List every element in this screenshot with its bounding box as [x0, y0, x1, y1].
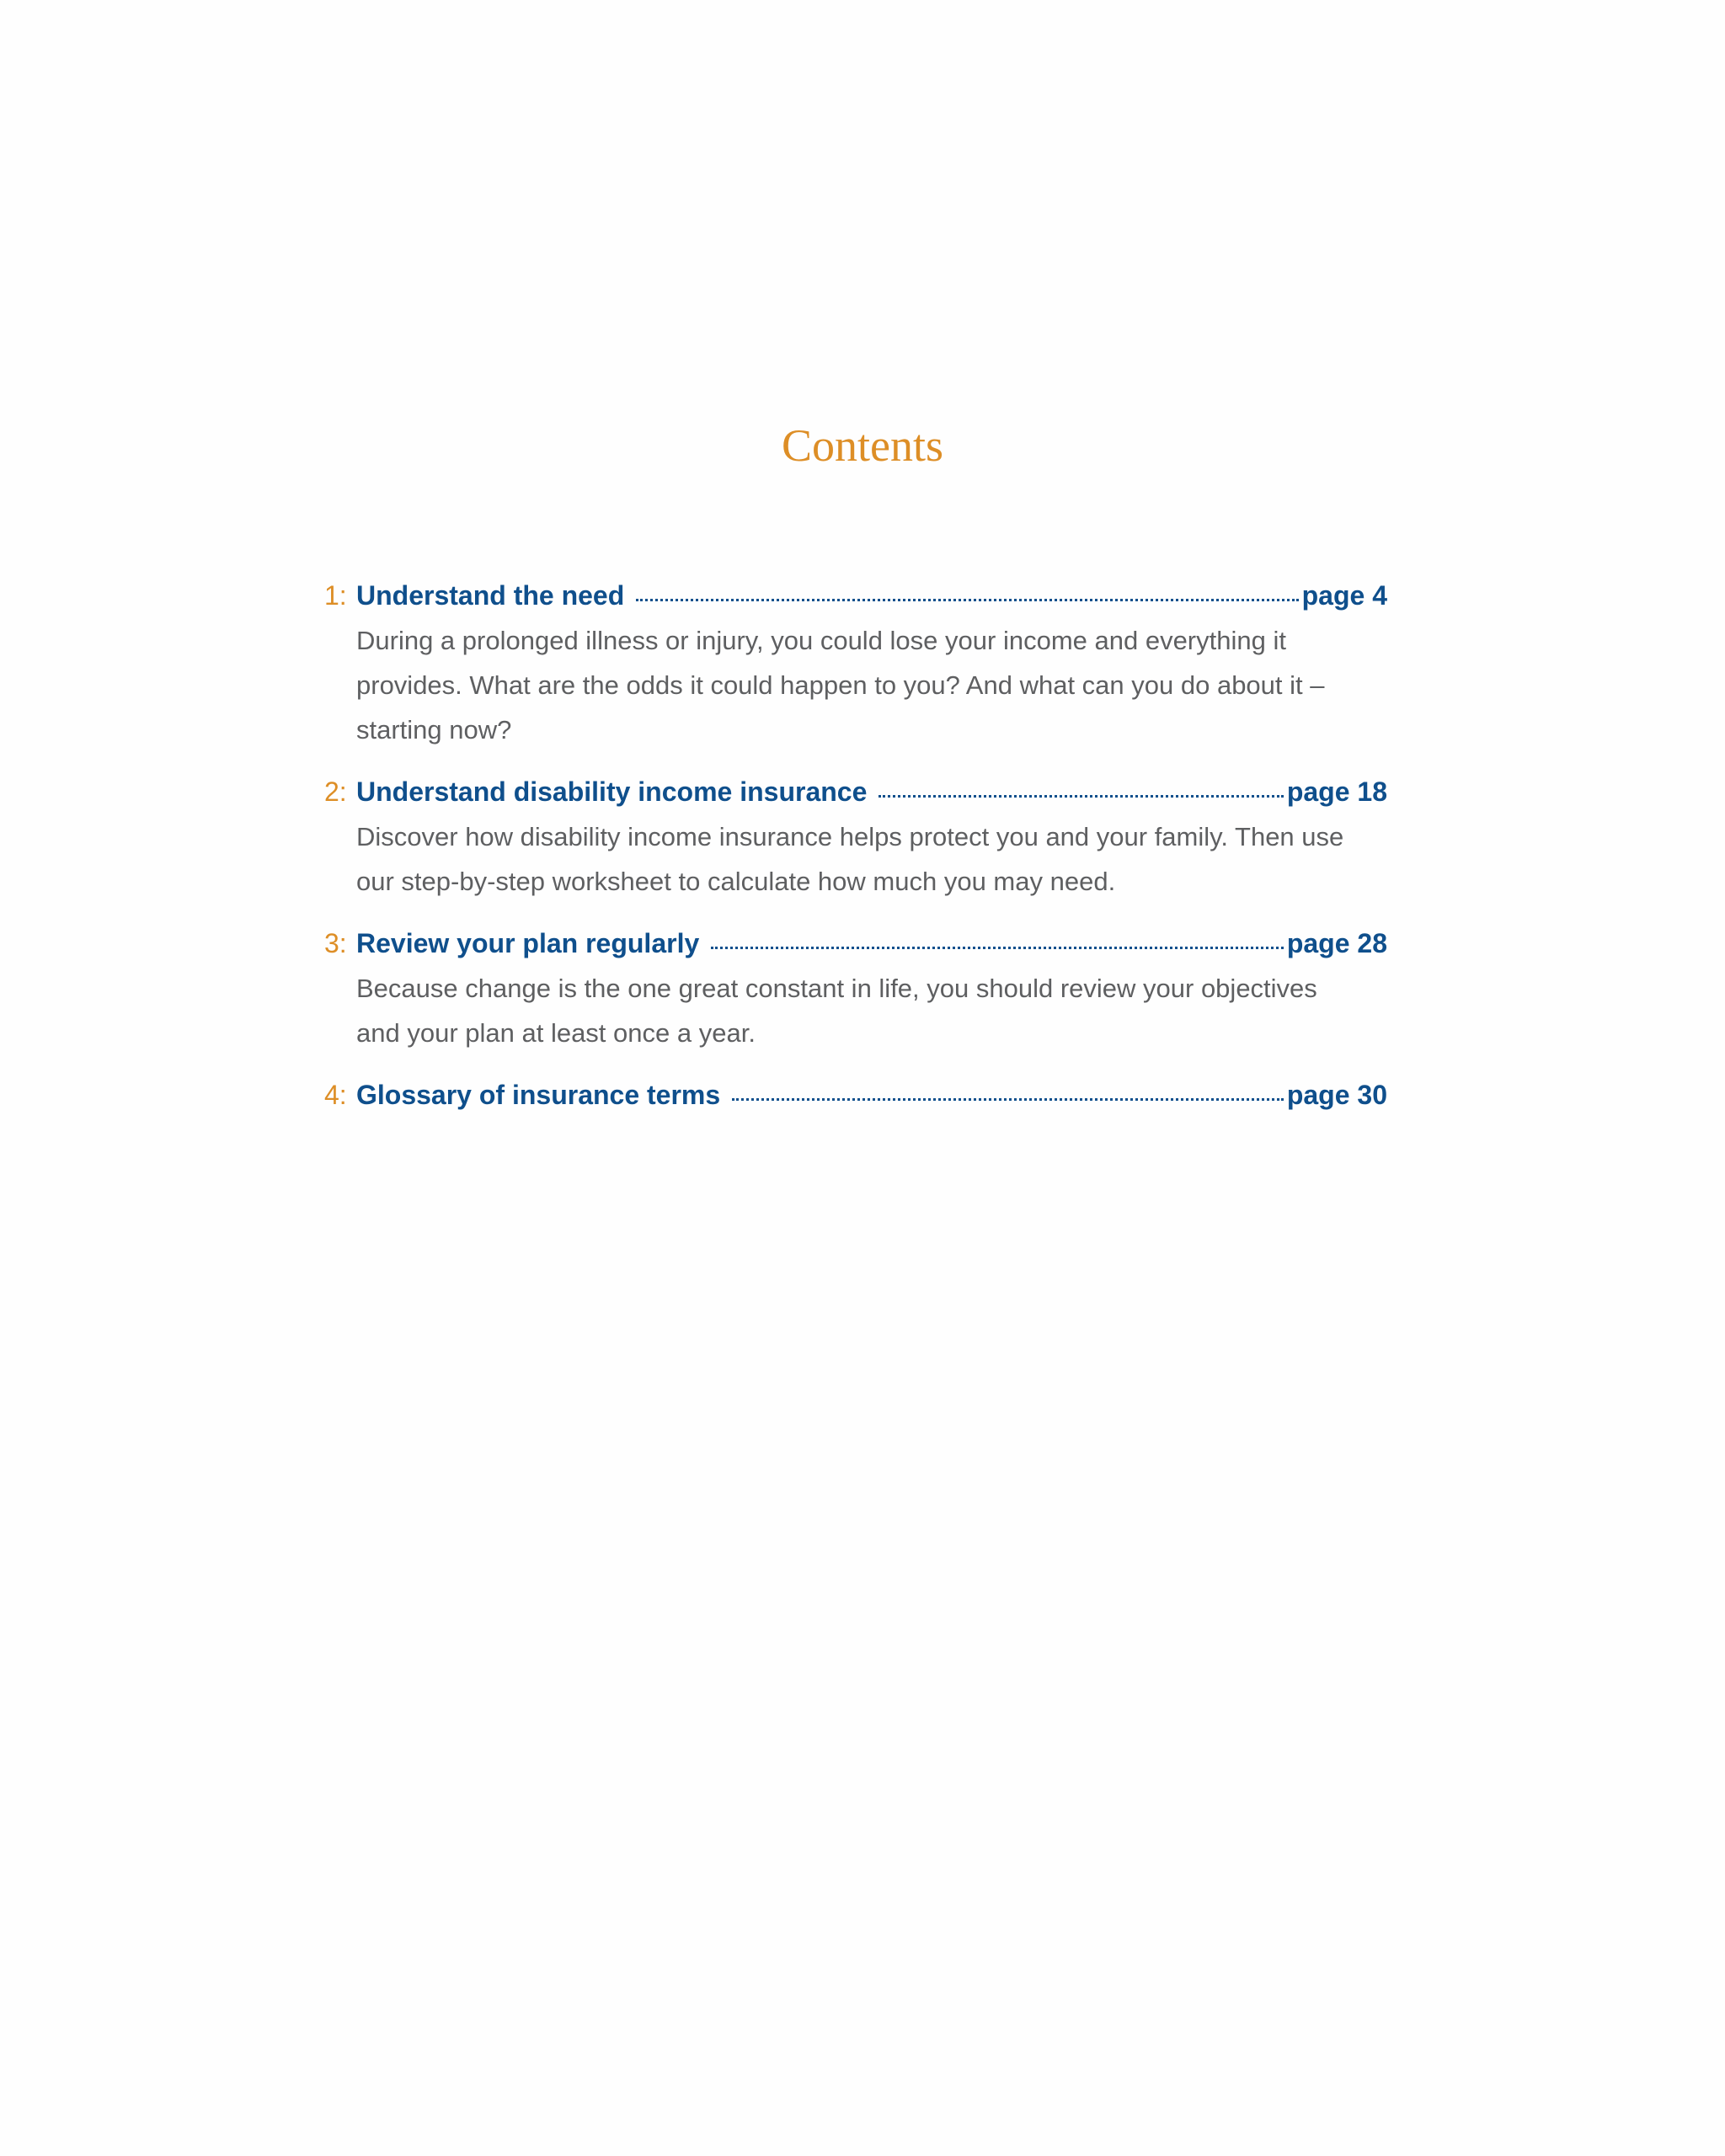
toc-entry-heading[interactable]: [324, 573, 1387, 618]
table-of-contents: [324, 573, 1387, 1134]
toc-entry-page: page 28: [1286, 928, 1387, 958]
toc-entry-title: Understand the need: [356, 580, 625, 611]
toc-entry-description: During a prolonged illness or injury, you could lose your income and everything it provides. What are the odds it could happen to you? And what can you do about it – starting now?: [356, 626, 1325, 744]
toc-entry-1: [324, 573, 1387, 752]
toc-entry-2: [324, 769, 1387, 904]
toc-entry-title: Glossary of insurance terms: [356, 1080, 721, 1110]
toc-entry-title: Understand disability income insurance: [356, 776, 868, 807]
toc-entry-description: Discover how disability income insurance helps protect you and your family. Then use our step-by-step worksheet to calculate how much you may need.: [356, 822, 1344, 896]
toc-entry-description: Because change is the one great constant in life, you should review your objectives and your plan at least once a year.: [356, 974, 1317, 1048]
toc-entry-page: page 30: [1286, 1080, 1387, 1110]
toc-entry-heading[interactable]: [324, 1072, 1387, 1118]
page-title: Contents: [781, 420, 943, 471]
toc-entry-3: [324, 921, 1387, 1055]
toc-entry-page: page 18: [1286, 776, 1387, 807]
toc-entry-title: Review your plan regularly: [356, 928, 700, 958]
toc-entry-heading[interactable]: [324, 921, 1387, 966]
toc-entry-page: page 4: [1301, 580, 1387, 611]
toc-entry-number: 1:: [324, 580, 347, 611]
toc-entry-heading[interactable]: [324, 769, 1387, 814]
dot-leader: [732, 1098, 1284, 1101]
dot-leader: [636, 599, 1298, 601]
toc-entry-number: 2:: [324, 776, 347, 807]
dot-leader: [711, 947, 1284, 949]
dot-leader: [879, 795, 1283, 798]
toc-entry-number: 4:: [324, 1080, 347, 1110]
toc-entry-4: [324, 1072, 1387, 1118]
toc-entry-number: 3:: [324, 928, 347, 958]
